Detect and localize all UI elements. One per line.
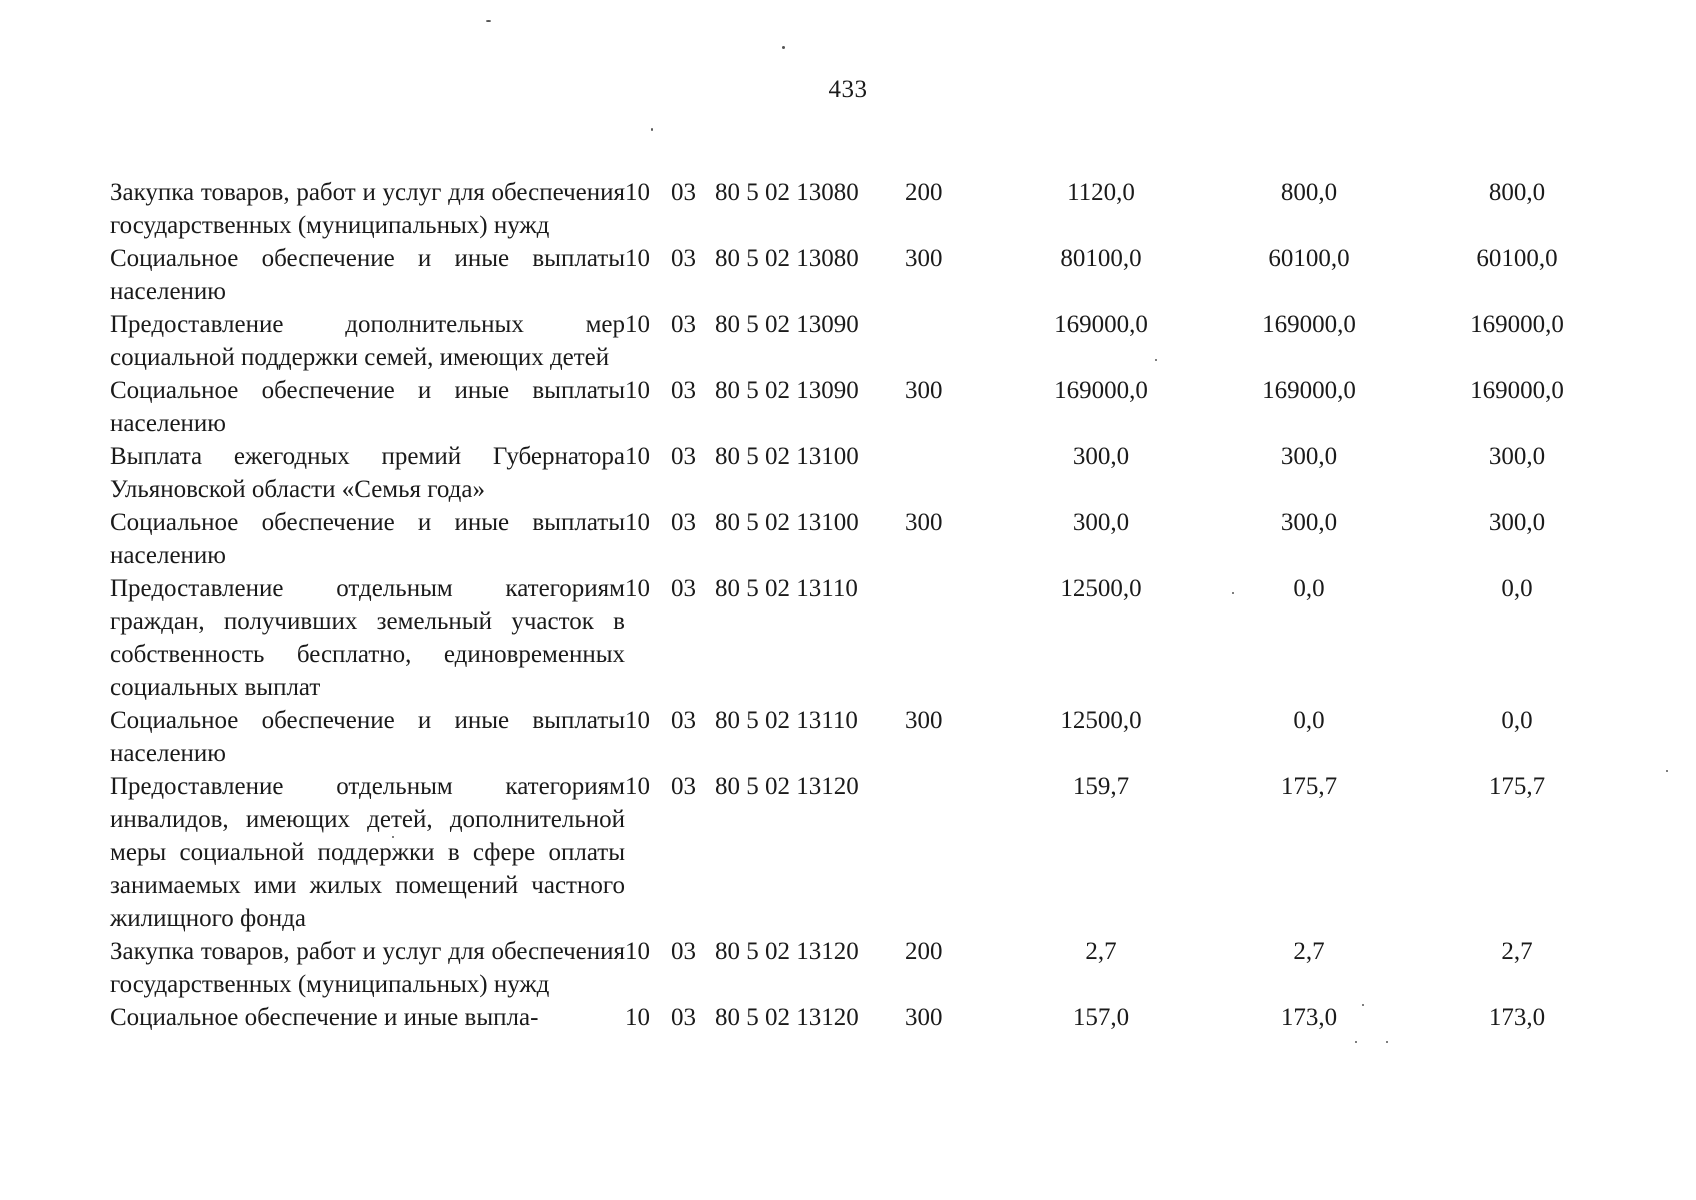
row-value-1: 12500,0 [1060,575,1142,602]
row-type [905,440,997,506]
row-article: 80 5 02 13110 [715,575,858,602]
row-name: Предоставление отдельным категориям инвалидов, имеющих детей, дополнительной меры социальной поддержки в сфере оплаты занимаемых ими жилых помещений частного жилищного фонда [110,773,625,932]
row-subsection: 03 [671,245,696,272]
scan-speck [1232,592,1234,594]
scan-speck [1155,359,1157,361]
scan-speck [1386,1041,1388,1043]
row-value-3: 60100,0 [1476,245,1558,272]
row-subsection: 03 [671,443,696,470]
scan-speck [1362,1004,1364,1006]
row-name: Закупка товаров, работ и услуг для обеспечения государственных (муниципальных) нужд [110,179,625,239]
row-value-1: 169000,0 [1054,311,1148,338]
row-section: 10 [625,179,650,206]
table-row [110,704,1621,770]
row-value-2: 173,0 [1280,1004,1338,1031]
table-row [110,374,1621,440]
table-row [110,506,1621,572]
row-value-1: 159,7 [1072,773,1130,800]
row-name: Выплата ежегодных премий Губернатора Ульяновской области «Семья года» [110,443,625,503]
row-article: 80 5 02 13100 [715,509,859,536]
row-article: 80 5 02 13090 [715,311,859,338]
row-article: 80 5 02 13120 [715,773,859,800]
row-value-2: 300,0 [1280,443,1338,470]
row-subsection: 03 [671,1004,696,1031]
table-row [110,1001,1621,1034]
row-type: 300 [905,245,943,272]
table-row [110,176,1621,242]
row-value-3: 300,0 [1488,443,1546,470]
row-type [905,770,997,935]
table-row [110,242,1621,308]
row-subsection: 03 [671,938,696,965]
row-section: 10 [625,509,650,536]
row-value-2: 169000,0 [1262,311,1356,338]
row-value-1: 169000,0 [1054,377,1148,404]
row-article: 80 5 02 13120 [715,938,859,965]
row-section: 10 [625,311,650,338]
row-subsection: 03 [671,707,696,734]
row-value-3: 0,0 [1501,575,1533,602]
row-section: 10 [625,938,650,965]
budget-table [110,176,1621,1034]
row-name: Предоставление отдельным категориям граждан, получивших земельный участок в собственность бесплатно, единовременных социальных выплат [110,575,625,701]
row-value-3: 300,0 [1488,509,1546,536]
row-subsection: 03 [671,509,696,536]
table-row [110,440,1621,506]
row-section: 10 [625,377,650,404]
row-subsection: 03 [671,179,696,206]
scan-speck [651,128,653,131]
scan-speck [782,46,785,49]
scan-speck [486,20,491,22]
row-value-2: 60100,0 [1268,245,1350,272]
row-type: 200 [905,179,943,206]
row-value-2: 2,7 [1293,938,1325,965]
row-article: 80 5 02 13080 [715,245,859,272]
table-row [110,308,1621,374]
row-section: 10 [625,245,650,272]
row-article: 80 5 02 13100 [715,443,859,470]
row-type [905,308,997,374]
row-name: Социальное обеспечение и иные выплаты населению [110,377,625,437]
row-type: 200 [905,938,943,965]
scan-speck [1355,1041,1357,1043]
row-value-1: 300,0 [1072,443,1130,470]
row-type: 300 [905,1004,943,1031]
row-section: 10 [625,575,650,602]
row-value-2: 169000,0 [1262,377,1356,404]
row-value-3: 169000,0 [1470,311,1564,338]
row-value-3: 173,0 [1488,1004,1546,1031]
row-subsection: 03 [671,773,696,800]
row-value-1: 157,0 [1072,1004,1130,1031]
row-type: 300 [905,707,943,734]
row-value-2: 0,0 [1293,575,1325,602]
row-article: 80 5 02 13090 [715,377,859,404]
row-section: 10 [625,707,650,734]
row-subsection: 03 [671,575,696,602]
row-value-3: 175,7 [1488,773,1546,800]
row-name: Социальное обеспечение и иные выплаты населению [110,707,625,767]
row-value-3: 2,7 [1501,938,1533,965]
row-value-3: 169000,0 [1470,377,1564,404]
scan-speck [1666,770,1668,772]
row-value-2: 300,0 [1280,509,1338,536]
row-value-1: 80100,0 [1060,245,1142,272]
row-value-1: 12500,0 [1060,707,1142,734]
row-value-1: 300,0 [1072,509,1130,536]
row-section: 10 [625,773,650,800]
row-name: Закупка товаров, работ и услуг для обеспечения государственных (муниципальных) нужд [110,938,625,998]
row-value-1: 2,7 [1085,938,1117,965]
row-subsection: 03 [671,311,696,338]
row-value-3: 800,0 [1488,179,1546,206]
row-value-2: 0,0 [1293,707,1325,734]
row-article: 80 5 02 13120 [715,1004,859,1031]
row-value-1: 1120,0 [1067,179,1135,206]
table-row [110,572,1621,704]
page-number: 433 [828,76,868,103]
row-name: Социальное обеспечение и иные выплаты населению [110,245,625,305]
row-name: Социальное обеспечение и иные выпла- [110,1004,539,1031]
row-article: 80 5 02 13110 [715,707,858,734]
row-article: 80 5 02 13080 [715,179,859,206]
row-value-2: 175,7 [1280,773,1338,800]
row-section: 10 [625,1004,650,1031]
row-subsection: 03 [671,377,696,404]
row-type: 300 [905,377,943,404]
row-name: Предоставление дополнительных мер социальной поддержки семей, имеющих детей [110,311,625,371]
row-name: Социальное обеспечение и иные выплаты населению [110,509,625,569]
table-row [110,935,1621,1001]
scan-speck [392,836,394,838]
row-type [905,572,997,704]
row-type: 300 [905,509,943,536]
table-row [110,770,1621,935]
row-value-3: 0,0 [1501,707,1533,734]
row-value-2: 800,0 [1280,179,1338,206]
row-section: 10 [625,443,650,470]
